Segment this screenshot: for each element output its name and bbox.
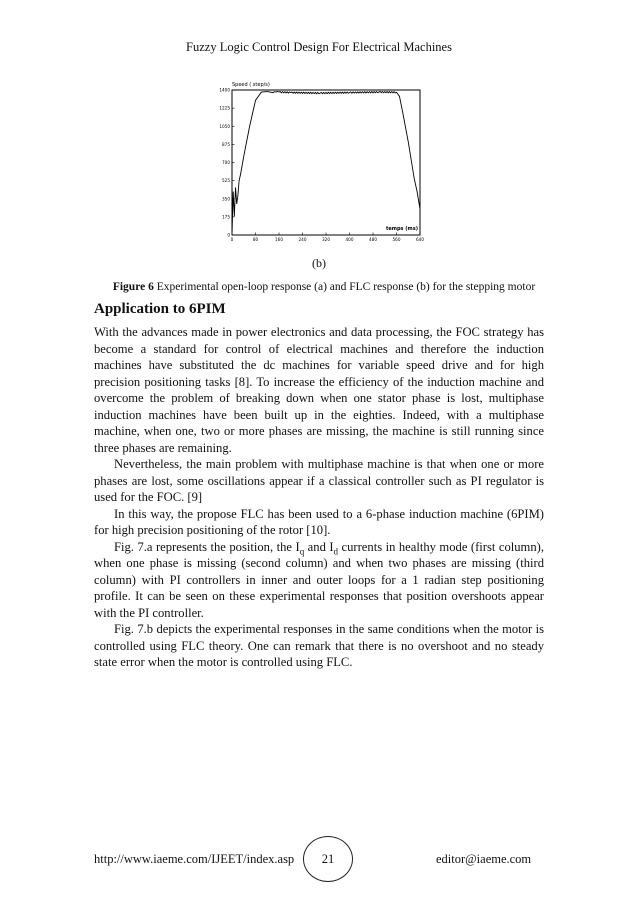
x-axis-label: temps (ms) [385,226,419,232]
y-tick-label: 1400 [219,87,230,93]
figure-caption [94,281,554,293]
paragraph-4-part-c: currents in healthy mode (first column), when one phase is missing (second column) and when two phases are missing (third column) with PI controllers in inner and outer loops for a 1 radian step positioning profile. It can be seen on these experimental responses that position overshoots appear with the PI controller. [94,539,544,620]
paragraph-3: In this way, the propose FLC has been used to a 6-phase induction machine (6PIM) for high precision positioning of the rotor [10]. [94,506,544,537]
x-tick-label: 480 [369,237,377,242]
footer-email[interactable]: editor@iaeme.com [436,852,532,866]
y-tick-label: 350 [222,196,230,202]
x-tick-label: 320 [322,237,330,242]
x-tick-label: 560 [392,237,401,242]
x-ticks [231,233,425,243]
x-tick-label: 160 [275,237,283,242]
paragraph-4-part-b: and I [304,539,334,554]
y-tick-label: 175 [222,214,230,220]
y-tick-label: 0 [227,232,230,238]
x-tick-label: 240 [298,237,307,242]
body-text [94,324,544,671]
x-tick-label: 0 [230,237,234,242]
x-tick-label: 640 [416,237,424,242]
y-tick-label: 875 [222,141,230,147]
paragraph-5: Fig. 7.b depicts the experimental responses in the same conditions when the motor is controlled using FLC theory. One can remark that there is no overshoot and no steady state error when the motor is controlled using FLC. [94,622,544,669]
x-tick-label: 80 [252,237,259,242]
iq-subscript: q [299,546,305,557]
y-tick-label: 700 [222,160,230,165]
paragraph-4-part-a: Fig. 7.a represents the position, the I [114,539,300,554]
page-number: 21 [303,836,353,882]
figure-caption-text: Experimental open-loop response (a) and FLC response (b) for the stepping motor [153,281,536,293]
y-axis-label: Speed ( step/s) [232,82,270,88]
y-tick-label: 1225 [219,105,230,111]
footer-url[interactable]: http://www.iaeme.com/IJEET/index.asp [94,852,295,866]
speed-chart [212,78,428,244]
y-tick-label: 1050 [219,123,230,129]
running-header: Fuzzy Logic Control Design For Electrical Machines [186,40,452,54]
figure-caption-label: Figure 6 [112,281,154,293]
plot-frame [232,90,420,235]
y-tick-label: 525 [222,178,230,184]
section-heading: Application to 6PIM [94,301,226,317]
figure-sub-label: (b) [312,256,326,270]
x-tick-label: 400 [345,237,354,242]
paragraph-4 [94,539,544,622]
speed-series-line [232,91,420,235]
paragraph-2: Nevertheless, the main problem with multiphase machine is that when one or more phases are lost, some oscillations appear if a classical controller such as PI regulator is used for the FOC. [9] [94,457,544,504]
paragraph-1: With the advances made in power electronics and data processing, the FOC strategy has become a standard for control of electrical machines and therefore the induction machines have substituted the dc machines for variable speed drive and for high precision positioning tasks [8]. To increase the efficiency of the induction machine and overcome the problem of breaking down when one stator phase is lost, multiphase induction machines have been built up in the eighties. Indeed, with a multiphase machine, when one, two or more phases are missing, the machine is still running since three phases are remaining. [94,325,544,455]
id-subscript: d [333,546,339,557]
